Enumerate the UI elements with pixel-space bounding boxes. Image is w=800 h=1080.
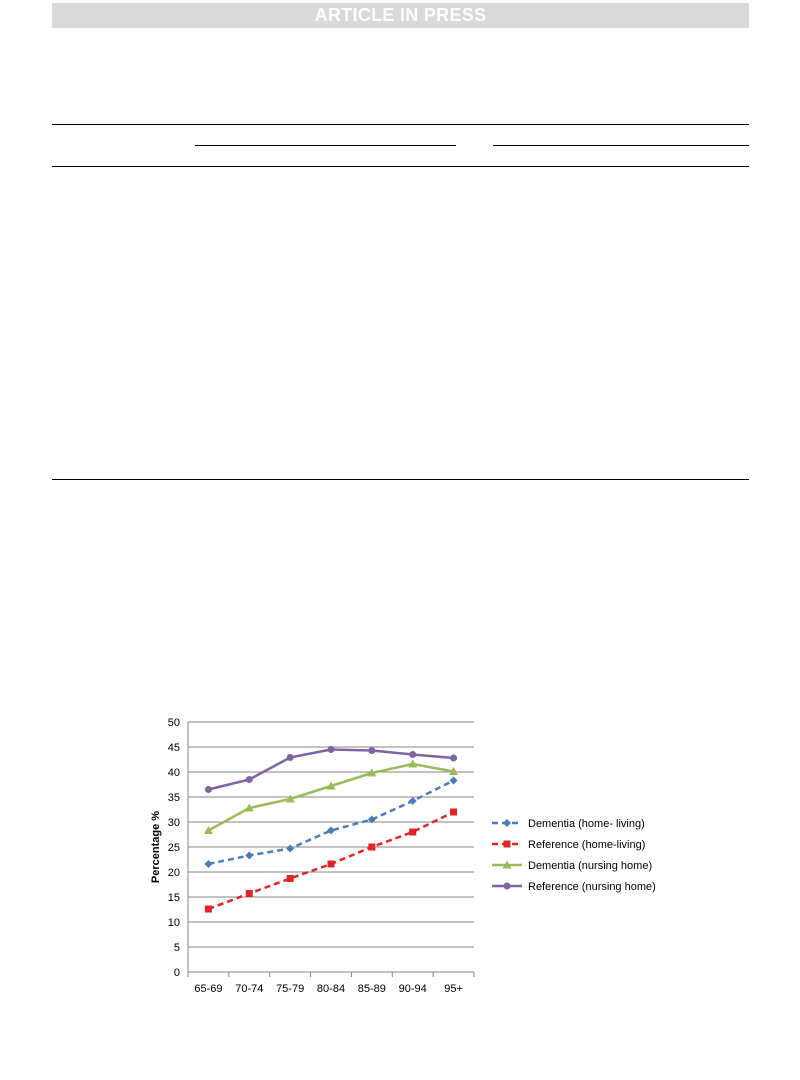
x-tick-label: 80-84 bbox=[316, 983, 346, 995]
data-point bbox=[409, 797, 417, 805]
data-point bbox=[287, 754, 294, 761]
y-tick-label: 20 bbox=[167, 867, 180, 879]
x-tick-label: 95+ bbox=[444, 983, 463, 995]
data-point bbox=[204, 860, 212, 868]
data-point bbox=[450, 809, 457, 816]
y-tick-label: 50 bbox=[167, 717, 180, 729]
legend-label: Dementia (home- living) bbox=[528, 818, 645, 830]
y-axis-label: Percentage % bbox=[150, 810, 162, 884]
data-point bbox=[286, 845, 294, 853]
data-point bbox=[246, 890, 253, 897]
data-point bbox=[368, 844, 375, 851]
data-point bbox=[450, 777, 458, 785]
x-tick-label: 75-79 bbox=[276, 983, 305, 995]
data-point bbox=[327, 827, 335, 835]
y-tick-label: 30 bbox=[167, 817, 180, 829]
x-tick-label: 85-89 bbox=[357, 983, 386, 995]
x-tick-label: 90-94 bbox=[398, 983, 427, 995]
legend-label: Reference (nursing home) bbox=[528, 881, 656, 893]
data-point bbox=[328, 861, 335, 868]
y-tick-label: 45 bbox=[167, 742, 180, 754]
data-point bbox=[205, 786, 212, 793]
y-tick-label: 15 bbox=[167, 892, 180, 904]
data-point bbox=[287, 875, 294, 882]
x-tick-label: 70-74 bbox=[235, 983, 264, 995]
data-point bbox=[246, 776, 253, 783]
y-tick-label: 5 bbox=[173, 942, 180, 954]
legend-marker bbox=[504, 883, 511, 890]
y-tick-label: 40 bbox=[167, 767, 180, 779]
data-point bbox=[328, 746, 335, 753]
data-point bbox=[205, 906, 212, 913]
y-tick-label: 25 bbox=[167, 842, 180, 854]
data-point bbox=[368, 747, 375, 754]
data-point bbox=[450, 755, 457, 762]
legend-marker bbox=[503, 819, 511, 827]
x-tick-label: 65-69 bbox=[194, 983, 223, 995]
y-tick-label: 0 bbox=[173, 967, 180, 979]
data-point bbox=[245, 852, 253, 860]
data-point bbox=[409, 829, 416, 836]
data-point bbox=[409, 751, 416, 758]
legend-label: Dementia (nursing home) bbox=[528, 860, 653, 872]
y-tick-label: 35 bbox=[167, 792, 180, 804]
legend-marker bbox=[504, 841, 511, 848]
y-tick-label: 10 bbox=[167, 917, 180, 929]
article-in-press-banner: ARTICLE IN PRESS bbox=[52, 3, 749, 28]
legend-label: Reference (home-living) bbox=[528, 839, 646, 851]
